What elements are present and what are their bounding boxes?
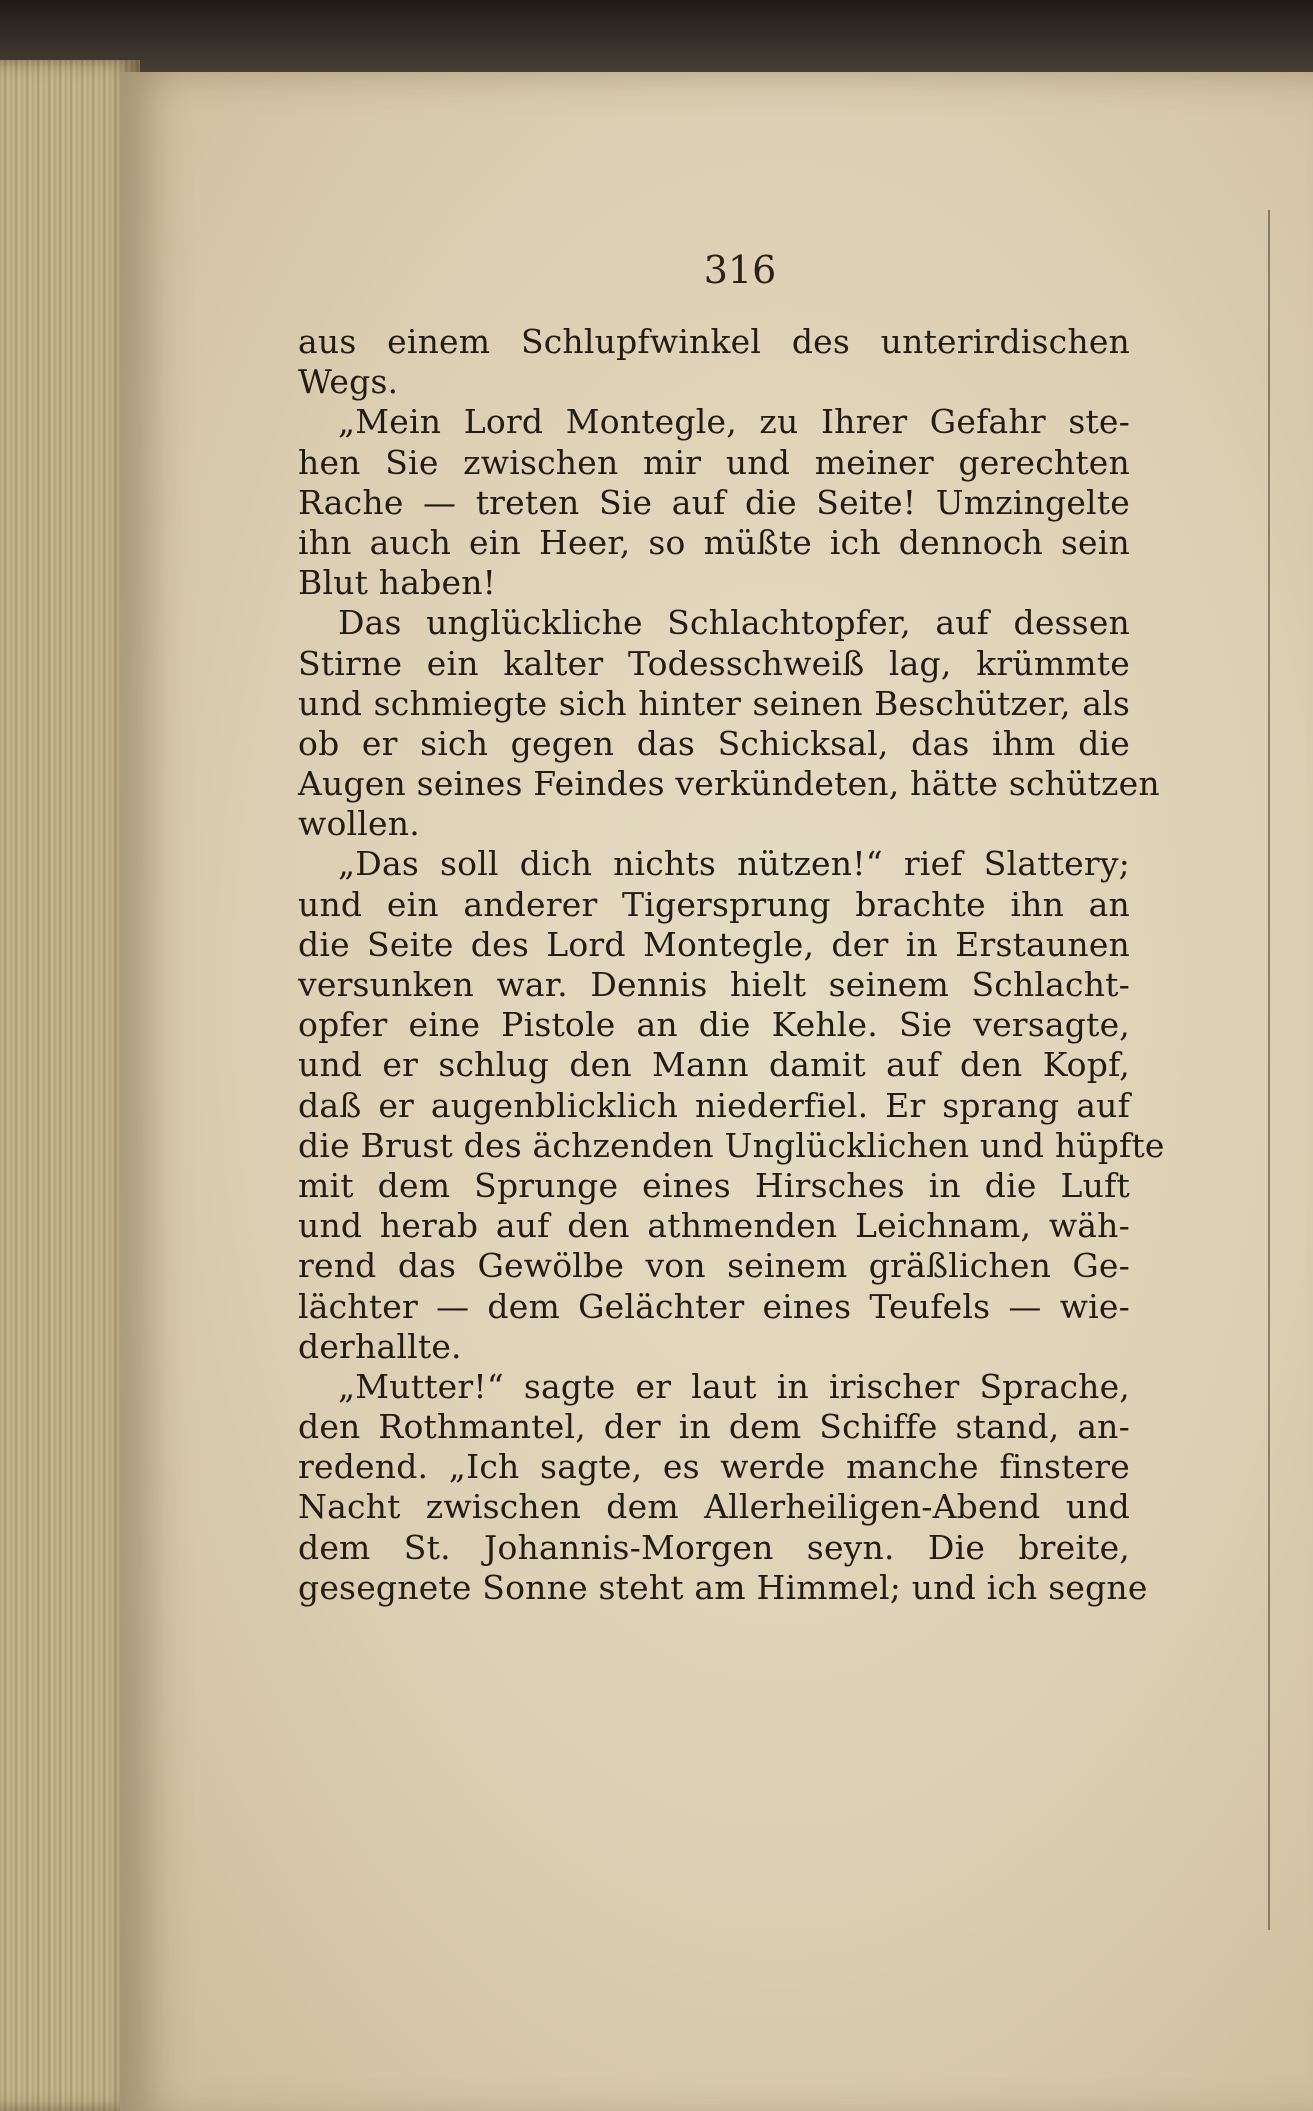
- text-line: versunken war. Dennis hielt seinem Schlacht-: [298, 965, 1130, 1004]
- text-line: opfer eine Pistole an die Kehle. Sie versagte,: [298, 1005, 1130, 1045]
- text-line: „Das soll dich nichts nützen!“ rief Slattery;: [338, 844, 1130, 884]
- text-line: hen Sie zwischen mir und meiner gerechten: [298, 442, 1130, 482]
- page-number: 316: [703, 248, 777, 292]
- text-line: und ein anderer Tigersprung brachte ihn an: [298, 884, 1130, 924]
- book-cover-edge: [0, 0, 1313, 80]
- text-line: den Rothmantel, der in dem Schiffe stand, an-: [298, 1407, 1130, 1447]
- text-line: mit dem Sprunge eines Hirsches in die Luft: [298, 1165, 1130, 1205]
- text-line: Stirne ein kalter Todesschweiß lag, krümmte: [298, 643, 1130, 683]
- page-text-block: [298, 322, 1165, 1608]
- text-line: ihn auch ein Heer, so müßte ich dennoch sein: [298, 522, 1130, 562]
- text-line: Blut haben!: [298, 563, 497, 603]
- text-line: gesegnete Sonne steht am Himmel; und ich segne: [298, 1567, 1148, 1607]
- text-line: und er schlug den Mann damit auf den Kopf,: [298, 1045, 1130, 1085]
- text-line: rend das Gewölbe von seinem gräßlichen Ge-: [298, 1246, 1130, 1286]
- text-line: Augen seines Feindes verkündeten, hätte schützen: [298, 764, 1160, 804]
- text-line: derhallte.: [298, 1326, 462, 1366]
- text-line: lächter — dem Gelächter eines Teufels — wie-: [298, 1286, 1130, 1326]
- text-line: daß er augenblicklich niederfiel. Er sprang auf: [298, 1085, 1130, 1125]
- text-line: Nacht zwischen dem Allerheiligen-Abend und: [298, 1487, 1130, 1527]
- text-line: „Mutter!“ sagte er laut in irischer Sprache,: [338, 1366, 1130, 1406]
- text-line: und schmiegte sich hinter seinen Beschützer, als: [298, 683, 1130, 723]
- text-line: aus einem Schlupfwinkel des unterirdischen: [298, 322, 1130, 361]
- page-gutter-line: [1268, 210, 1270, 1930]
- page-stack-edge: [0, 60, 140, 2111]
- text-line: und herab auf den athmenden Leichnam, wäh-: [298, 1206, 1130, 1246]
- text-line: Das unglückliche Schlachtopfer, auf dessen: [338, 603, 1130, 643]
- text-line: die Brust des ächzenden Unglücklichen und hüpfte: [298, 1125, 1165, 1165]
- text-line: dem St. Johannis-Morgen seyn. Die breite,: [298, 1527, 1130, 1567]
- text-line: redend. „Ich sagte, es werde manche finstere: [298, 1447, 1130, 1487]
- text-line: Wegs.: [298, 362, 399, 402]
- text-line: die Seite des Lord Montegle, der in Erstaunen: [298, 924, 1130, 964]
- text-line: ob er sich gegen das Schicksal, das ihm die: [298, 723, 1130, 763]
- text-line: wollen.: [298, 804, 420, 844]
- text-line: „Mein Lord Montegle, zu Ihrer Gefahr ste-: [338, 402, 1130, 442]
- text-line: Rache — treten Sie auf die Seite! Umzingelte: [298, 482, 1130, 522]
